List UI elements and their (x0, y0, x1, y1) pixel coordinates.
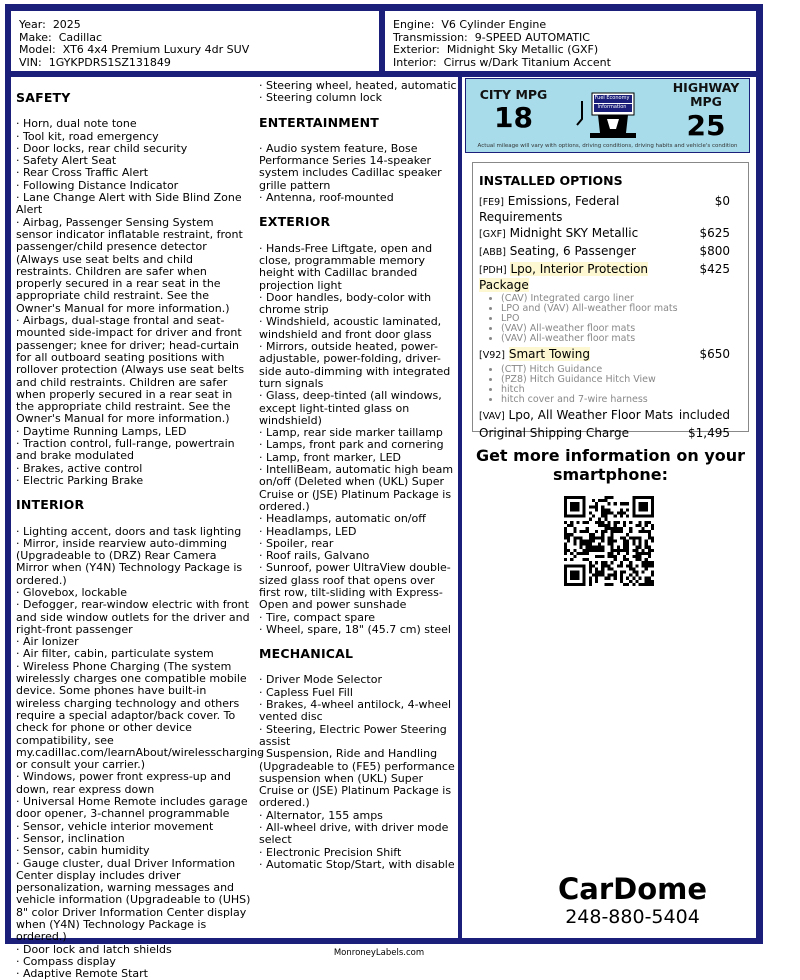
exterior-feature: · Headlamps, LED (259, 524, 357, 538)
option-row (479, 426, 742, 440)
option-code: [PDH] (479, 265, 507, 276)
interior-feature: · Defogger, rear-window electric with front and side window outlets for the driver and right-front passenger (16, 598, 250, 636)
header-left-value: XT6 4x4 Premium Luxury 4dr SUV (62, 43, 250, 56)
option-code: [V92] (479, 350, 505, 361)
option-sub-list (501, 294, 742, 344)
safety-feature: · Tool kit, road emergency (16, 129, 159, 143)
option-name-wrap (479, 194, 684, 224)
footer-site: MonroneyLabels.com (333, 948, 425, 958)
dealer-name: CarDome (557, 872, 708, 906)
vehicle-header-left (10, 10, 380, 72)
features-column-1 (16, 80, 265, 980)
header-right-label: Transmission: (393, 30, 468, 44)
interior-feature: · Air Ionizer (16, 635, 79, 649)
option-name-wrap (479, 408, 684, 424)
option-price: $650 (699, 347, 730, 361)
interior-feature: · Sensor, vehicle interior movement (16, 819, 214, 833)
entertainment-feature: · Antenna, roof-mounted (259, 191, 394, 205)
mechanical-feature: · Electronic Precision Shift (259, 845, 402, 859)
section-title-exterior: EXTERIOR (259, 214, 331, 230)
exterior-feature: · Hands-Free Liftgate, open and close, programmable memory height with Cadillac branded projection light (259, 241, 433, 292)
interior-feature: · Mirror, inside rearview auto-dimming (Upgradeable to (DRZ) Rear Camera Mirror when (Y4N) Technology Package is ordered.) (16, 536, 243, 587)
header-right-value: Cirrus w/Dark Titanium Accent (443, 55, 611, 69)
exterior-feature: · Spoiler, rear (259, 536, 334, 550)
header-right-label: Engine: (393, 18, 435, 31)
option-name-wrap (479, 426, 684, 440)
option-code: [GXF] (479, 229, 506, 240)
option-row (479, 226, 742, 242)
exterior-feature: · Lamp, front marker, LED (259, 450, 402, 464)
interior-feature: · Sensor, cabin humidity (16, 844, 150, 858)
fuel-badge-line2: Information (597, 104, 627, 110)
exterior-feature: · Door handles, body-color with chrome strip (259, 290, 432, 317)
safety-feature: · Airbag, Passenger Sensing System sensor indicator inflatable restraint, front passenger/child presence detector (Always use seat belts and child restraints. Children are safer when properly secured in a rear seat in the appropriate child restraint. See the Owner's Manual for more information.) (16, 215, 243, 315)
smartphone-info-text: Get more information on your smartphone: (475, 446, 746, 484)
interior-feature: · Sensor, inclination (16, 831, 125, 845)
option-price: included (678, 408, 730, 422)
interior-feature: · Air filter, cabin, particulate system (16, 647, 214, 661)
safety-feature: · Rear Cross Traffic Alert (16, 166, 149, 180)
exterior-feature: · Lamps, front park and cornering (259, 438, 444, 452)
mechanical-feature: · Driver Mode Selector (259, 673, 382, 687)
mileage-note: Actual mileage will vary with options, driving conditions, driving habits and vehicle's condition (477, 143, 738, 149)
safety-feature: · Brakes, active control (16, 461, 143, 475)
interior-feature: · Glovebox, lockable (16, 585, 128, 599)
exterior-feature: · Windshield, acoustic laminated, windshield and front door glass (259, 315, 442, 341)
section-title-interior: INTERIOR (16, 497, 85, 513)
option-name: Original Shipping Charge (479, 426, 629, 440)
option-name: Lpo, Interior Protection Package (479, 262, 649, 292)
option-sub-item: • LPO (501, 314, 742, 324)
interior-feature: · Adaptive Remote Start (16, 967, 148, 980)
option-sub-item: • (PZ8) Hitch Guidance Hitch View (501, 375, 742, 385)
header-right-row (393, 57, 748, 70)
option-name: Emissions, Federal Requirements (479, 194, 620, 224)
option-name: Smart Towing (508, 347, 590, 361)
header-left-label: VIN: (19, 55, 42, 69)
interior-feature: · Steering wheel, heated, automatic (259, 79, 457, 92)
section-title-safety: SAFETY (16, 90, 71, 105)
safety-feature: · Lane Change Alert with Side Blind Zone Alert (16, 191, 242, 217)
mechanical-feature: · Brakes, 4-wheel antilock, 4-wheel vented disc (259, 698, 452, 724)
exterior-feature: · Headlamps, automatic on/off (259, 512, 426, 526)
option-row (479, 347, 742, 363)
safety-feature: · Following Distance Indicator (16, 178, 179, 192)
interior-feature: · Gauge cluster, dual Driver Information Center display includes driver personalization, warning messages and vehicle information (Upgradeable to (UHS) 8" color Driver Information Center display when (Y4N) Technology Package is ordered.) (16, 856, 251, 944)
qr-code-icon[interactable] (564, 496, 654, 586)
option-sub-item: • (CAV) Integrated cargo liner (501, 294, 742, 304)
safety-feature: · Horn, dual note tone (16, 117, 137, 131)
installed-options-box (472, 162, 749, 440)
dealer-block (540, 872, 725, 928)
city-mpg-value: 18 (494, 101, 533, 134)
option-sub-item: • hitch (501, 385, 742, 395)
header-left-value: Cadillac (58, 30, 103, 44)
interior-feature: · Steering column lock (259, 91, 383, 105)
header-right-label: Interior: (393, 55, 437, 69)
safety-feature: · Safety Alert Seat (16, 154, 117, 168)
interior-feature: · Door lock and latch shields (16, 942, 172, 956)
option-price: $0 (714, 194, 730, 208)
mechanical-feature: · Alternator, 155 amps (259, 808, 383, 822)
header-right-value: 9-SPEED AUTOMATIC (474, 30, 590, 44)
option-price: $800 (699, 244, 730, 258)
header-right-value: V6 Cylinder Engine (441, 18, 547, 31)
option-name: Midnight SKY Metallic (509, 226, 639, 240)
option-sub-item: • (CTT) Hitch Guidance (501, 365, 742, 375)
highway-mpg-label: HIGHWAY MPG (672, 80, 740, 109)
header-left-value: 1GYKPDRS1SZ131849 (48, 55, 171, 69)
option-row (479, 408, 742, 424)
safety-feature: · Daytime Running Lamps, LED (16, 424, 187, 438)
mechanical-feature: · All-wheel drive, with driver mode select (259, 821, 449, 847)
fuel-economy-box (465, 78, 750, 153)
option-name-wrap (479, 244, 684, 260)
exterior-feature: · Mirrors, outside heated, power-adjustable, power-folding, driver-side auto-dimming with integrated turn signals (259, 340, 451, 390)
header-right-value: Midnight Sky Metallic (GXF) (446, 43, 599, 56)
option-name-wrap (479, 347, 684, 363)
features-column-2 (259, 80, 457, 871)
option-sub-item: • (VAV) All-weather floor mats (501, 324, 742, 334)
option-price: $1,495 (688, 426, 730, 440)
mechanical-feature: · Automatic Stop/Start, with disable (259, 857, 455, 871)
interior-feature: · Compass display (16, 954, 116, 968)
header-left-value: 2025 (52, 18, 81, 31)
option-sub-item: • (VAV) All-weather floor mats (501, 334, 742, 344)
safety-feature: · Door locks, rear child security (16, 141, 188, 155)
mechanical-feature: · Suspension, Ride and Handling (Upgradeable to (FE5) performance suspension when (UKL) Super Cruise or (JSE) Platinum Package is ordered.) (259, 747, 455, 810)
option-name: Lpo, All Weather Floor Mats (508, 408, 674, 422)
fuel-badge-line1: Fuel Economy (594, 95, 630, 101)
exterior-feature: · IntelliBeam, automatic high beam on/off (Deleted when (UKL) Super Cruise or (JSE) Platinum Package is ordered.) (259, 463, 454, 513)
mechanical-feature: · Steering, Electric Power Steering assist (259, 722, 447, 748)
option-sub-item: • hitch cover and 7-wire harness (501, 395, 742, 405)
option-price: $425 (699, 262, 730, 276)
option-row (479, 262, 742, 292)
vehicle-header-right (384, 10, 757, 72)
exterior-feature: · Sunroof, power UltraView double-sized glass roof that opens over first row, tilt-sliding with Express-Open and power sunshade (259, 561, 451, 612)
safety-feature: · Airbags, dual-stage frontal and seat-mounted side-impact for driver and front passenger; knee for driver; head-curtain for all outboard seating positions with rollover protection (Always use seat belts and child restraints. Children are safer when properly secured in a rear seat in the appropriate child restraint. See the Owner's Manual for more information.) (16, 314, 245, 426)
dealer-phone: 248-880-5404 (565, 906, 700, 928)
safety-feature: · Electric Parking Brake (16, 473, 144, 487)
header-left-label: Year: (19, 18, 46, 31)
installed-options-title: INSTALLED OPTIONS (479, 173, 623, 188)
option-code: [ABB] (479, 247, 506, 258)
option-name-wrap (479, 226, 684, 242)
option-row (479, 194, 742, 224)
mechanical-feature: · Capless Fuel Fill (259, 685, 353, 699)
option-code: [VAV] (479, 411, 505, 422)
option-price: $625 (699, 226, 730, 240)
interior-feature: · Lighting accent, doors and task lighting (16, 524, 242, 538)
option-sub-list (501, 365, 742, 405)
exterior-feature: · Glass, deep-tinted (all windows, except light-tinted glass on windshield) (259, 389, 442, 427)
exterior-feature: · Lamp, rear side marker taillamp (259, 426, 443, 440)
exterior-feature: · Wheel, spare, 18" (45.7 cm) steel (259, 622, 451, 636)
city-mpg-label: CITY MPG (479, 87, 548, 102)
header-right-label: Exterior: (393, 43, 440, 56)
option-row (479, 244, 742, 260)
exterior-feature: · Roof rails, Galvano (259, 549, 370, 563)
exterior-feature: · Tire, compact spare (259, 610, 376, 624)
section-title-entertainment: ENTERTAINMENT (259, 114, 380, 130)
interior-feature: · Universal Home Remote includes garage door opener, 3-channel programmable (16, 795, 248, 821)
highway-mpg-value: 25 (686, 109, 726, 142)
interior-feature: · Wireless Phone Charging (The system wirelessly charges one compatible mobile device. Some phones have built-in wireless charging technology and others require a special adaptor/back cover. To check for phone or other device compatibility, see my.cadillac.com/learnAbout/wirelesscharging or consult your carrier.) (16, 659, 265, 772)
option-sub-item: • LPO and (VAV) All-weather floor mats (501, 304, 742, 314)
header-left-row (19, 57, 371, 70)
option-name: Seating, 6 Passenger (509, 244, 636, 258)
option-name-wrap (479, 262, 684, 292)
header-left-label: Make: (19, 30, 52, 44)
header-left-label: Model: (19, 43, 56, 56)
section-title-mechanical: MECHANICAL (259, 646, 354, 662)
safety-feature: · Traction control, full-range, powertrain and brake modulated (16, 437, 235, 463)
interior-feature: · Windows, power front express-up and down, rear express down (16, 770, 231, 796)
option-code: [FE9] (479, 197, 504, 208)
entertainment-feature: · Audio system feature, Bose Performance Series 14-speaker system includes Cadillac speaker grille pattern (259, 141, 442, 192)
